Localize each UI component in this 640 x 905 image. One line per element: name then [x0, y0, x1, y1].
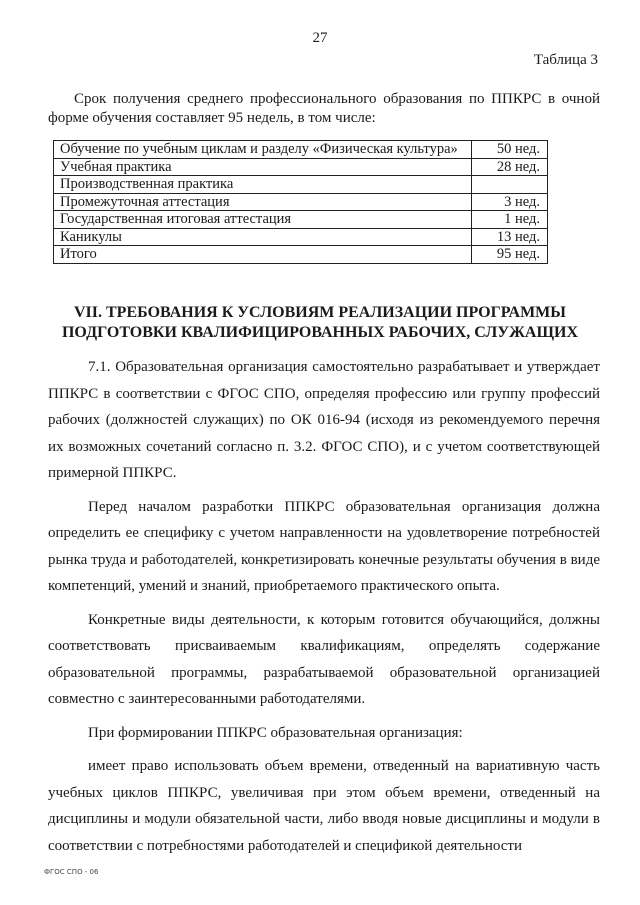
table-row — [54, 211, 548, 229]
section-title: VII. ТРЕБОВАНИЯ К УСЛОВИЯМ РЕАЛИЗАЦИИ ПРОГРАММЫ ПОДГОТОВКИ КВАЛИФИЦИРОВАННЫХ РАБОЧИХ, СЛУЖАЩИХ — [61, 304, 579, 341]
table-row — [54, 176, 548, 194]
row-item-cell: Производственная практика — [54, 176, 472, 194]
paragraph: имеет право использовать объем времени, отведенный на вариативную часть учебных циклов ППКРС, увеличивая при этом объем времени, отведенный на дисциплины и модули обязательной части, либо вводя новые дисциплины и модули в соответствии с потребностями работодателей и спецификой деятельности — [48, 758, 600, 854]
paragraph: Конкретные виды деятельности, к которым готовится обучающийся, должны соответствовать присваиваемым квалификациям, определять содержание образовательной программы, разрабатываемой образовательной организацией совместно с заинтересованными работодателями. — [48, 611, 600, 707]
table-row — [54, 158, 548, 176]
paragraph: Перед началом разработки ППКРС образовательная организация должна определить ее специфику с учетом направленности на удовлетворение потребностей рынка труда и работодателей, конкретизировать конечные результаты обучения в виде компетенций, умений и знаний, приобретаемого практического опыта. — [48, 498, 600, 594]
intro-paragraph: Срок получения среднего профессионального образования по ППКРС в очной форме обучения составляет 95 недель, в том числе: — [48, 91, 600, 126]
row-weeks-cell: 3 нед. — [472, 193, 548, 211]
row-item-cell: Промежуточная аттестация — [54, 193, 472, 211]
row-weeks-cell: 50 нед. — [472, 141, 548, 159]
section-body — [48, 354, 600, 859]
schedule-table — [53, 140, 548, 264]
table-row — [54, 141, 548, 159]
page-number: 27 — [312, 30, 328, 46]
row-weeks-cell: 28 нед. — [472, 158, 548, 176]
row-weeks-cell: 1 нед. — [472, 211, 548, 229]
table-row — [54, 228, 548, 246]
row-item-cell: Государственная итоговая аттестация — [54, 211, 472, 229]
row-weeks-cell: 95 нед. — [472, 246, 548, 264]
row-weeks-cell — [472, 176, 548, 194]
footer-code: ФГОС СПО - 06 — [44, 868, 99, 876]
row-item-cell: Итого — [54, 246, 472, 264]
table-caption: Таблица 3 — [533, 52, 598, 68]
table-row — [54, 246, 548, 264]
paragraph: 7.1. Образовательная организация самостоятельно разрабатывает и утверждает ППКРС в соответствии с ФГОС СПО, определяя профессию или группу профессий рабочих (должностей служащих) по ОК 016-94 (исходя из рекомендуемого перечня их возможных сочетаний согласно п. 3.2. ФГОС СПО), и с учетом соответствующей примерной ППКРС. — [48, 359, 600, 481]
row-weeks-cell: 13 нед. — [472, 228, 548, 246]
row-item-cell: Обучение по учебным циклам и разделу «Физическая культура» — [54, 141, 472, 159]
row-item-cell: Каникулы — [54, 228, 472, 246]
table-row — [54, 193, 548, 211]
paragraph: При формировании ППКРС образовательная организация: — [88, 724, 463, 741]
row-item-cell: Учебная практика — [54, 158, 472, 176]
